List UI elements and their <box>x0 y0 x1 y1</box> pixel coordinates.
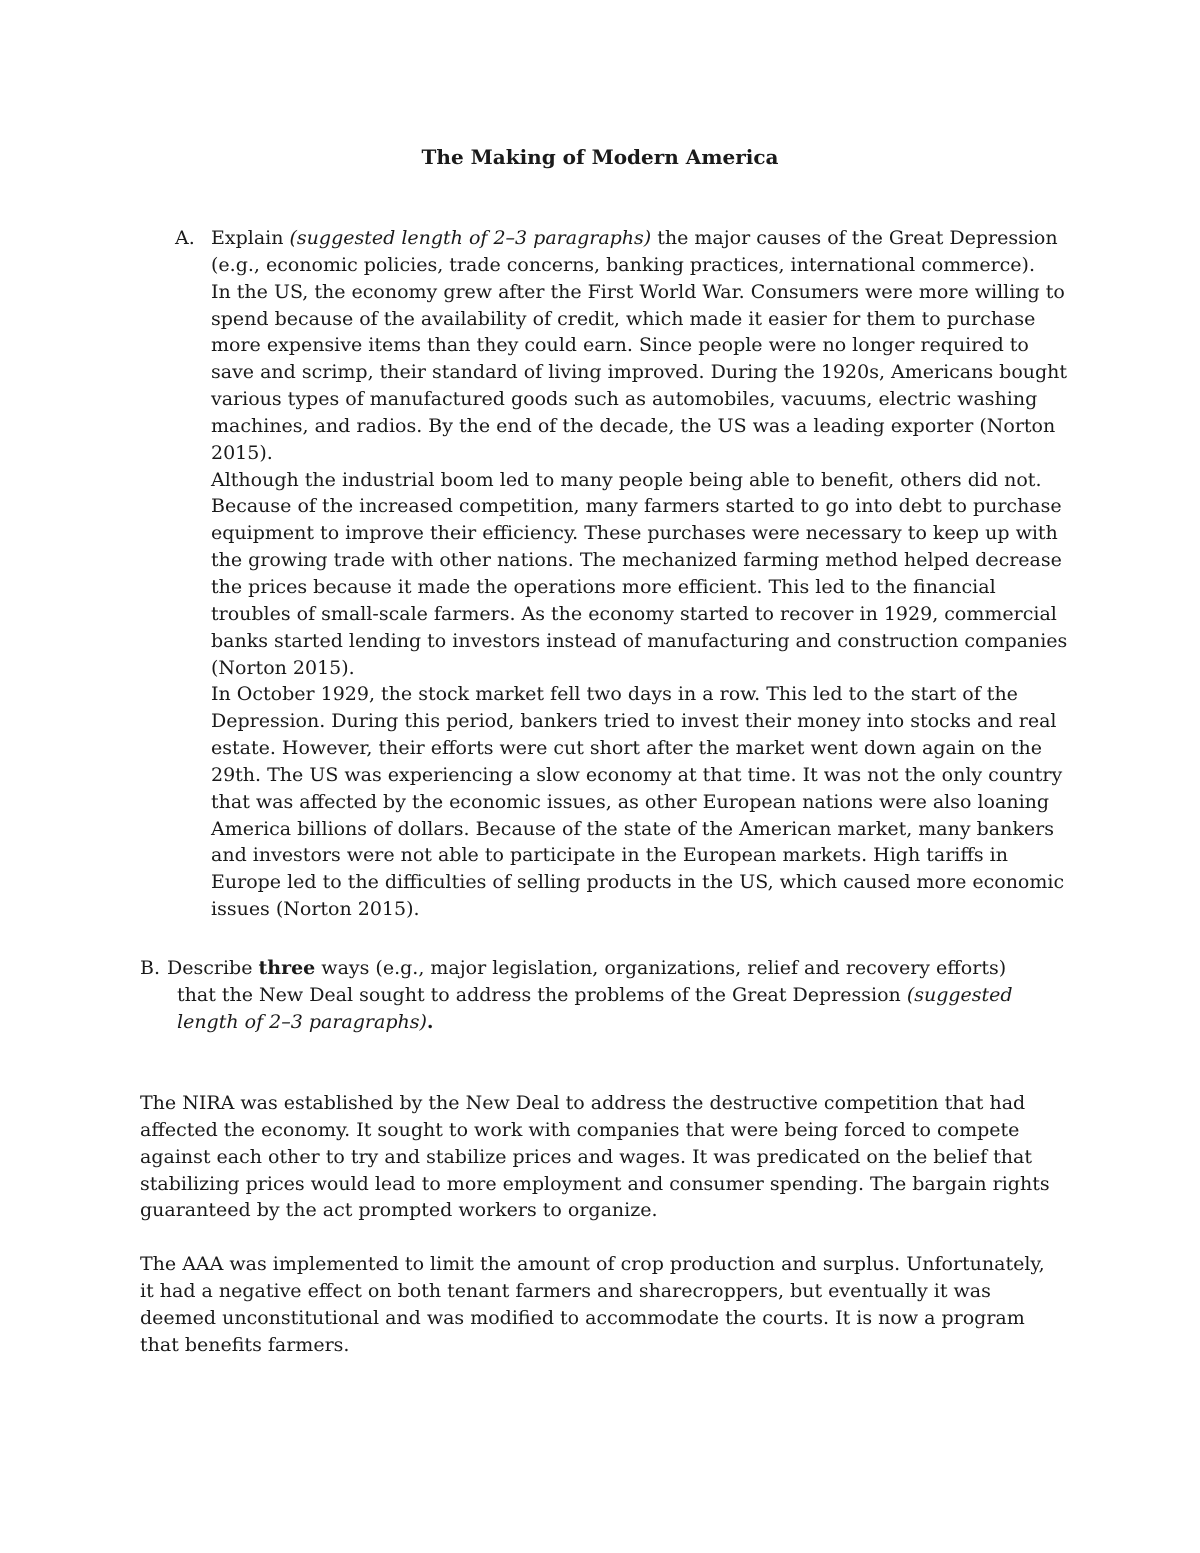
section-b-prompt-pre: Describe <box>167 957 259 979</box>
section-a <box>175 225 1071 923</box>
section-b-prompt-italic: (suggested length of 2–3 paragraphs) <box>177 983 1013 1033</box>
section-b <box>140 955 1040 1036</box>
section-b-prompt <box>167 955 1040 1036</box>
answer-body <box>140 1090 1060 1386</box>
section-b-marker: B. <box>140 957 161 979</box>
section-a-prompt <box>211 225 1071 279</box>
section-a-paragraph: In October 1929, the stock market fell two days in a row. This led to the start of the Depression. During this period, bankers tried to invest their money into stocks and real estate. However, their efforts were cut short after the market went down again on the 29th. The US was experiencing a slow economy at that time. It was not the only country that was affected by the economic issues, as other European nations were also loaning America billions of dollars. Because of the state of the American market, many bankers and investors were not able to participate in the European markets. High tariffs in Europe led to the difficulties of selling products in the US, which caused more economic issues (Norton 2015). <box>211 683 1065 921</box>
section-a-prompt-post: the major causes of the Great Depression (e.g., economic policies, trade concerns, banking practices, international commerce). <box>211 227 1058 276</box>
body-paragraph: The NIRA was established by the New Deal to address the destructive competition that had affected the economy. It sought to work with companies that were being forced to compete against each other to try and stabilize prices and wages. It was predicated on the belief that stabilizing prices would lead to more employment and consumer spending. The bargain rights guaranteed by the act prompted workers to organize. <box>140 1092 1050 1222</box>
section-a-marker: A. <box>175 227 195 249</box>
section-a-paragraph: Although the industrial boom led to many people being able to benefit, others did not. Because of the increased competition, many farmers started to go into debt to purchase equipment to improve their efficiency. These purchases were necessary to keep up with the growing trade with other nations. The mechanized farming method helped decrease the prices because it made the operations more efficient. This led to the financial troubles of small-scale farmers. As the economy started to recover in 1929, commercial banks started lending to investors instead of manufacturing and construction companies (Norton 2015). <box>211 468 1068 679</box>
page-title: The Making of Modern America <box>421 145 779 169</box>
section-a-prompt-italic: (suggested length of 2–3 paragraphs) <box>289 227 652 249</box>
body-paragraph: The AAA was implemented to limit the amount of crop production and surplus. Unfortunately, it had a negative effect on both tenant farmers and sharecroppers, but eventually it was deemed unconstitutional and was modified to accommodate the courts. It is now a program that benefits farmers. <box>140 1253 1045 1356</box>
section-b-prompt-end: . <box>426 1010 434 1033</box>
section-b-prompt-mid: ways (e.g., major legislation, organizations, relief and recovery efforts) that the New Deal sought to address the problems of the Great Depression <box>177 957 1007 1006</box>
section-b-prompt-bold: three <box>258 957 316 979</box>
section-a-paragraph: In the US, the economy grew after the First World War. Consumers were more willing to spend because of the availability of credit, which made it easier for them to purchase more expensive items than they could earn. Since people were no longer required to save and scrimp, their standard of living improved. During the 1920s, Americans bought various types of manufactured goods such as automobiles, vacuums, electric washing machines, and radios. By the end of the decade, the US was a leading exporter (Norton 2015). <box>211 280 1068 464</box>
section-a-prompt-pre: Explain <box>211 227 290 249</box>
